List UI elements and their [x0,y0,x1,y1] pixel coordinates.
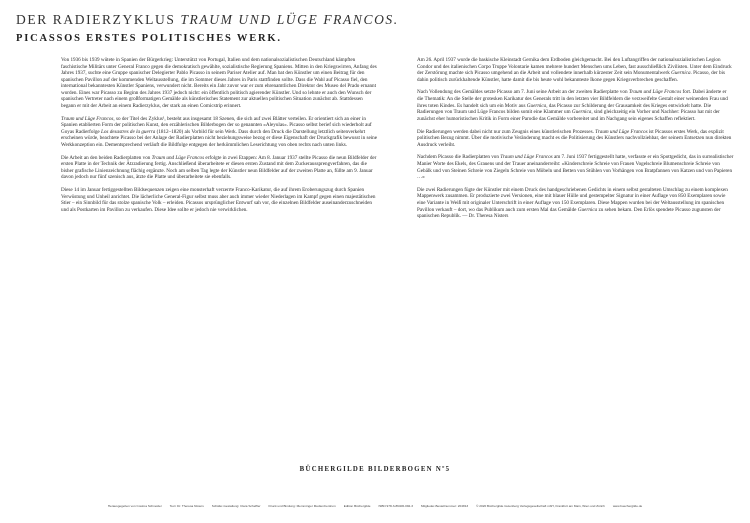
text-run: Die Arbeit an den beiden Radierplatten von [61,154,152,161]
text-run: am 7. Juni 1937 fertiggestellt hatte, verfasste er ein Spottgedicht, das in surrealistischer Manier Worte des Ekels, des Grauens und der Trauer aneinanderreiht: »Kinderschreie Schreie von Frauen Vogelschreie Blumenschreie Schreie von Gebälk und von Steinen Schreie von Ziegeln Schreie von Möbeln und Betten von Stühlen von Vorhängen von Bratpfannen von Katzen und von Papieren …« [417,154,734,181]
text-run: , das Picasso zur Schilderung der Grausamkeit des Krieges entwickelt hatte. Die Radierungen von Traum und Lüge Francos bilden somit eine Klammer um [417,102,712,116]
text-run: fort. Dabei änderte er die Thematik: An die Stelle der grotesken Karikatur des Generals tritt in den letzten vier Bildfeldern die verzweifelte Gestalt einer weinenden Frau und ihres toten Kindes. Es handelt sich um ein Motiv aus [417,89,728,109]
header [16,12,736,44]
italic-title: Traum und Lüge Francos [628,89,682,96]
text-run: Diese 14 im Januar fertiggestellten Bildsequenzen zeigen eine monsterhaft verzerrte Franco-Karikatur, die auf ihrem Eroberungszug durch Spanien Verwüstung und Unheil anrichtet. Die lächerliche General-Figur selbst muss aber auch immer wieder Niederlagen im Kampf gegen einen majestätischen Stier – ein Sinnbild für das stolze spanische Volk – erleiden. Picassos ursprünglicher Entwurf sah vor, die einzelnen Bildfelder auseinanderzuschneiden und als Postkarten im Pavillon zu verkaufen. Diese Idee sollte er jedoch nie verwirklichen. [61,187,376,213]
text-run: (1812–1820) als Vorbild für sein Werk. Dass durch den Druck die Darstellung letztlich seitenverkehrt erscheinen würde, beachtete Picasso bei der Anlage der Radierplatten nicht beziehungsweise bezog er diese Eigenschaft der Druckgrafik bewusst in seine Werkkonzeption ein. Dementsprechend verläuft die Bildfolge entgegen der herkömmlichen Leserichtung von oben rechts nach unten links. [61,128,378,148]
text-run: erfolgte in zwei Etappen: Am 8. Januar 1937 stellte Picasso die neun Bildfelder der ersten Platte in der Technik der Ätzradierung fertig. Anschließend überarbeitete er diesen ersten Zustand mit dem Zuckeraussprengverfahren, das die bisher grafische Linienzeichnung flächig ergänzte. Noch am selben Tag legte der Künstler neun Bildfelder auf der zweiten Platte an, füllte am 9. Januar davon jedoch nur fünf szenisch aus, ätzte die Platte und überarbeitete sie ebenfalls. [61,154,377,181]
colophon-footer [0,504,750,508]
text-run: ist Picassos erstes Werk, das explizit politischen Bezug nimmt. Über die motivische Veränderung macht es die Politisierung des Künstlers nachvollziehbar, der seinem Entsetzen nun direkten Ausdruck verleiht. [417,128,732,148]
footer-item: Schäfer-Gestaltung: Clara Scheffler [211,504,261,508]
paragraph [61,155,378,181]
title-prefix: DER RADIERZYKLUS [16,12,181,27]
footer-item: Herausgegeben von Cosima Schneider [107,504,162,508]
italic-title: Los desastres de la guerra [100,128,156,135]
paragraph [417,89,734,122]
text-run: Nach Vollendung des Gemäldes setzte Picasso am 7. Juni seine Arbeit an der zweiten Radierplatte von [417,89,629,96]
italic-title: Traum und Lüge Francos [595,128,648,135]
footer-item: ISBN 978-3-86406-092-3 [378,504,414,508]
italic-title: Traum und Lüge Francos [500,154,553,161]
text-run: Die Radierungen werden dabei nicht nur zum Zeugnis eines künstlerischen Prozesses. [417,128,596,135]
title-italic: TRAUM UND LÜGE FRANCOS. [180,12,399,27]
text-run: . Picasso, der bis dahin politisch zurückhaltende Künstler, hatte damit die bis heute wohl bekannteste Ikone gegen Kriegsverbrechen geschaffen. [417,70,725,83]
right-column [417,57,734,226]
italic-title: Traum und Lüge Francos [61,115,114,122]
paragraph [417,187,734,220]
italic-title: Guernica [526,102,547,109]
text-run: Nachdem Picasso die Radierplatten von [417,154,501,161]
text-run: Von 1936 bis 1939 wütete in Spanien der Bürgerkrieg: Unterstützt von Portugal, Italien und dem nationalsozialistischen Deutschland kämpften faschistische Militärs unter General Franco gegen die demokratisch gewählte, sozialistische Regierung Spaniens. Mitten in den Kriegswirren, Anfang des Jahres 1937, suchte eine Gruppe spanischer Delegierter Pablo Picasso in seinem Pariser Atelier auf. Man bat den Künstler um einen Beitrag für den spanischen Pavillon auf der kommenden Weltausstellung, die im Sommer dieses Jahres in Paris stattfinden sollte. Dass die Wahl auf Picasso fiel, den international bekanntesten Künstler Spaniens, verwundert nicht. Bereits ein Jahr zuvor war er zum ehrenamtlichen Direktor des Museo del Prado ernannt worden. Eines war Picasso zu Beginn des Jahres 1937 jedoch nicht: ein öffentlich politisch agierender Künstler. Und so lehnte er auch den Wunsch der spanischen Vertreter nach einem großformatigen Gemälde als künstlerisches Statement zur aktuellen politischen Situation zunächst ab. Stattdessen begann er mit der Arbeit an einem Radierzyklus, der stark an einen Comicstrip erinnert. [61,57,377,109]
footer-item: Text: Dr. Theresa Nisters [169,504,204,508]
italic-title: Traum und Lüge Francos [151,154,205,161]
left-column [61,57,378,220]
page-subtitle: PICASSOS ERSTES POLITISCHES WERK. [16,33,282,44]
italic-title: Guernica [671,70,691,77]
paragraph [61,57,378,109]
paragraph [61,187,378,213]
text-run: zu sehen bekam. Den Erlös spendete Picasso zugunsten der spanischen Republik. — Dr. Theresa Nisters [417,206,721,220]
paragraph [417,154,734,180]
text-run: Am 26. April 1937 wurde die baskische Kleinstadt Gernika dem Erdboden gleichgemacht. Bei den Luftangriffen der nationalsozialistischen Legion Condor und des italienischen Corpo Truppe Volontarie kamen mehrere hundert Menschen ums Leben, fast ausschließlich Zivilisten. Unter dem Eindruck der Zerstörung machte sich Picasso umgehend an die Arbeit und vollendete innerhalb kürzester Zeit sein Monumentalwerk [417,57,732,77]
footer-item: Druck und Bindung: Memminger MedienCentrum [268,504,336,508]
text-run: Die zwei Radierungen fügte der Künstler mit einem Druck des handgeschriebenen Gedichts in einem selbst gestalteten Umschlag zu einem komplexen Mappenwerk zusammen. Er produzierte zwei Versionen, eine mit blauer Hülle und gestempelter Signatur in einer Auflage von 850 Exemplaren sowie eine Variante in Weiß mit originaler Unterschrift in einer Auflage von 150 Exemplaren. Diese Mappen wurden bei der Weltausstellung im spanischen Pavillon verkauft – dort, wo das Publikum auch zum ersten Mal das Gemälde [417,186,728,213]
footer-item: Mitglieder-Bestellnummer: 204813 [421,504,469,508]
italic-title: Guernica [577,206,598,213]
footer-item: Edition Büchergilde [343,504,371,508]
paragraph [417,129,734,149]
text-run: , so der Titel des Zyklus¹, besteht aus insgesamt 18 Szenen, die sich auf zwei Blätter verteilen. Er orientiert sich an einer in Spanien etablierten Form der politischen Kunst, den erzählerischen Bilderbogen der so genannten »Aleyulas«. Picasso selbst berief sich wiederholt auf Goyas Radierfolge [61,115,372,135]
footer-item: © 2020 Büchergilde Gutenberg Verlagsgesellschaft mbH, Frankfurt am Main, Wien und Zürich [476,504,605,508]
series-title: BÜCHERGILDE BILDERBOGEN Nº5 [299,466,451,473]
page-title [16,12,736,28]
paragraph [417,57,734,83]
text-run: , sind gleichzeitig ein Vorher und Nachher: Picasso hat mit der zunächst eher humoristischen Kritik in Form einer Parodie das Gemälde vorbereitet und im Nachgang sein eigenes Schaffen reflektiert. [417,109,720,122]
paragraph [61,116,378,149]
italic-title: Guernica [571,109,592,116]
footer-item: www.buechergilde.de [612,504,643,508]
